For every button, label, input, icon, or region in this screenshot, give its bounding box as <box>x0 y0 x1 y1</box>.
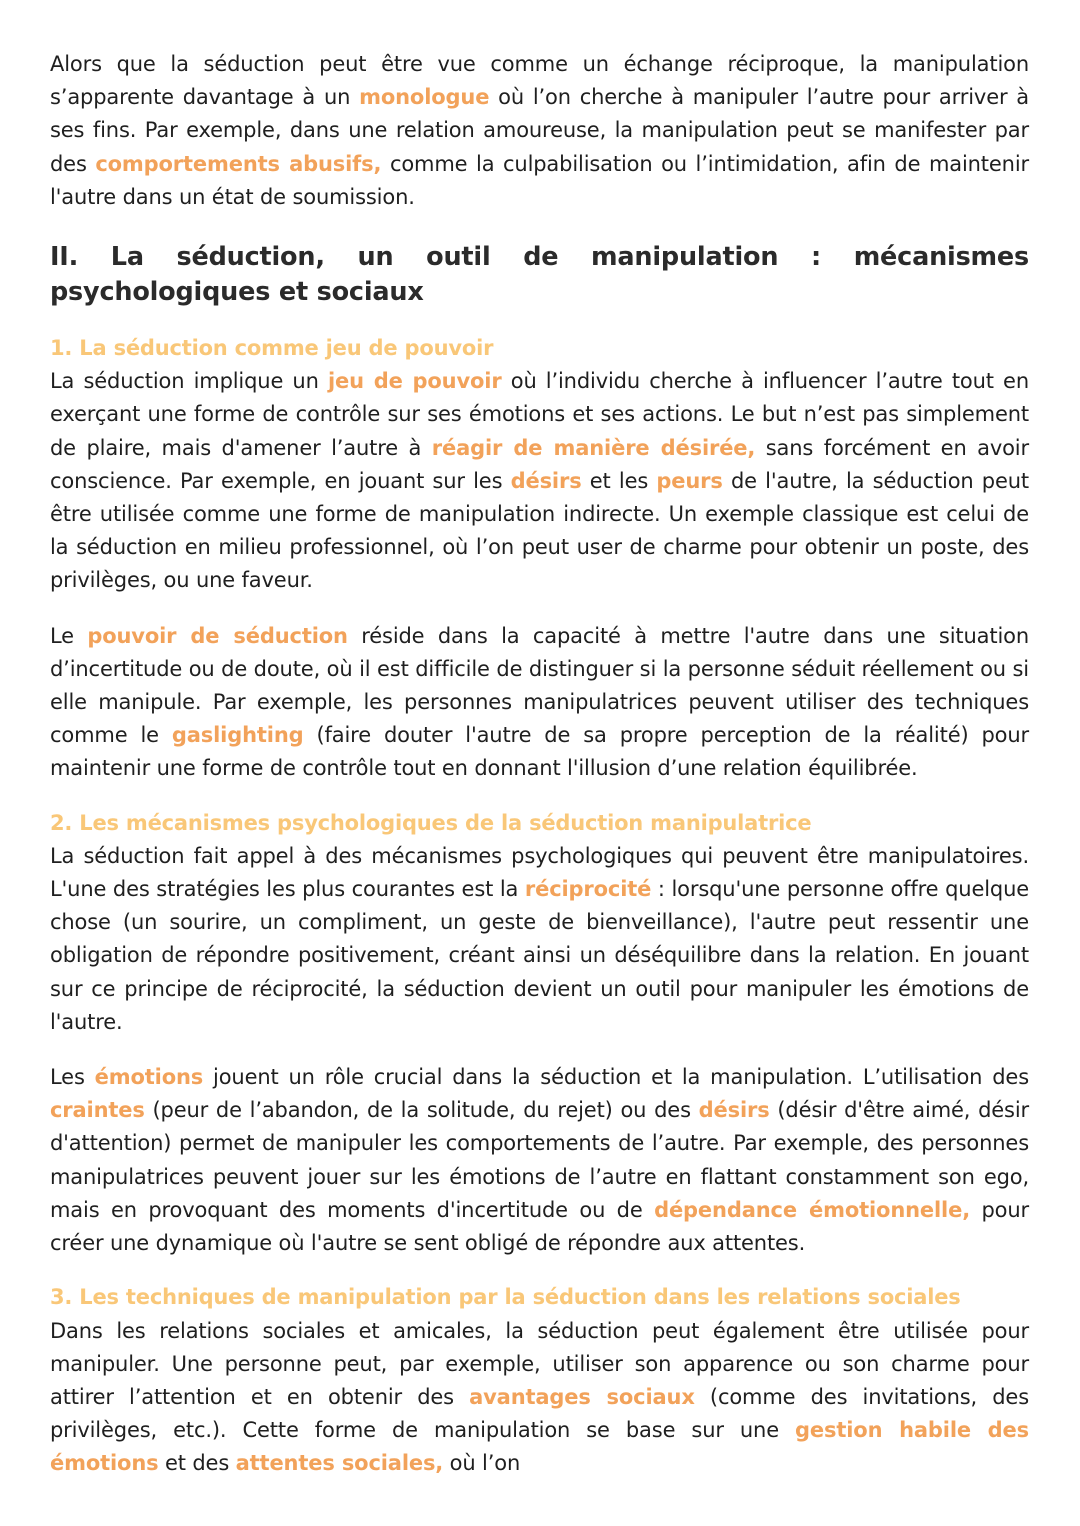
highlight-term: craintes <box>50 1098 145 1123</box>
text: Alors que la séduction peut être vue comme un échange réciproque, la manipulation s’apparente davantage à un <box>50 52 1029 110</box>
highlight-term: monologue <box>359 85 490 110</box>
section-heading: II. La séduction, un outil de manipulation : mécanismes psychologiques et sociaux <box>50 242 1029 308</box>
text: comme la culpabilisation ou l’intimidation, afin de maintenir l'autre dans un état de soumission. <box>50 151 1029 209</box>
text: (désir d'être aimé, désir d'attention) permet de manipuler les comportements de l’autre. Par exemple, des personnes manipulatrices peuvent jouer sur les émotions de l’autre en flattant constamment son ego, mais en provoquant des moments d'incertitude ou de <box>50 1098 1029 1222</box>
text: réside dans la capacité à mettre l'autre dans une situation d’incertitude ou de doute, où il est difficile de distinguer si la personne séduit réellement ou si elle manipule. Par exemple, les personnes manipulatrices peuvent utiliser des techniques comme le <box>50 623 1029 748</box>
highlight-term: gestion habile des émotions <box>50 1418 1029 1476</box>
text: où l’individu cherche à influencer l’autre tout en exerçant une forme de contrôle sur ses émotions et ses actions. Le but n’est pas simplement de plaire, mais d'amener l’autre à <box>50 369 1029 460</box>
text: Les <box>50 1065 95 1090</box>
highlight-term: comportements abusifs, <box>95 151 382 176</box>
highlight-term: dépendance émotionnelle, <box>654 1197 971 1222</box>
subsection-heading-2: 2. Les mécanismes psychologiques de la séduction manipulatrice <box>50 810 812 835</box>
highlight-term: désirs <box>510 468 582 493</box>
text: sans forcément en avoir conscience. Par exemple, en jouant sur les <box>50 435 1029 493</box>
highlight-term: réciprocité <box>524 877 652 902</box>
paragraph-power-game <box>50 365 1029 597</box>
paragraph-social-relations <box>50 1315 1029 1481</box>
highlight-term: réagir de manière désirée, <box>431 435 756 460</box>
highlight-term: pouvoir de séduction <box>87 623 348 648</box>
highlight-term: peurs <box>656 468 723 493</box>
text: pour créer une dynamique où l'autre se sent obligé de répondre aux attentes. <box>50 1197 1029 1256</box>
text: : lorsqu'une personne offre quelque chose (un sourire, un compliment, un geste de bienveillance), l'autre peut ressentir une obligation de répondre positivement, créant ainsi un déséquilibre dans la relation. En jouant sur ce principe de réciprocité, la séduction devient un outil pour manipuler les émotions de l'autre. <box>50 877 1030 1034</box>
text: de l'autre, la séduction peut être utilisée comme une forme de manipulation indirecte. Un exemple classique est celui de la séduction en milieu professionnel, où l’on peut user de charme pour obtenir un poste, des privilèges, ou une faveur. <box>50 468 1030 593</box>
text: La séduction fait appel à des mécanismes psychologiques qui peuvent être manipulatoires. L'une des stratégies les plus courantes est la <box>50 843 1029 902</box>
text: où l’on <box>443 1451 521 1476</box>
highlight-term: avantages sociaux <box>469 1384 695 1409</box>
text: Dans les relations sociales et amicales, la séduction peut également être utilisée pour manipuler. Une personne peut, par exemple, utiliser son apparence ou son charme pour attirer l’attention et en obtenir des <box>50 1318 1029 1409</box>
highlight-term: désirs <box>698 1098 770 1123</box>
subsection-heading-3: 3. Les techniques de manipulation par la séduction dans les relations sociales <box>50 1285 961 1310</box>
text: et les <box>581 468 657 493</box>
text: Le <box>50 623 88 648</box>
text: (faire douter l'autre de sa propre perception de la réalité) pour maintenir une forme de contrôle tout en donnant l'illusion d’une relation équilibrée. <box>50 723 1029 781</box>
text: où l’on cherche à manipuler l’autre pour arriver à ses fins. Par exemple, dans une relation amoureuse, la manipulation peut se manifester par des <box>50 85 1029 176</box>
subsection-heading-1: 1. La séduction comme jeu de pouvoir <box>50 336 494 361</box>
paragraph-reciprocity <box>50 840 1029 1039</box>
highlight-term: attentes sociales, <box>235 1451 444 1476</box>
text: jouent un rôle crucial dans la séduction et la manipulation. L’utilisation des <box>203 1065 1029 1090</box>
highlight-term: jeu de pouvoir <box>327 369 502 394</box>
text: (comme des invitations, des privilèges, etc.). Cette forme de manipulation se base sur une <box>50 1384 1029 1443</box>
text: La séduction implique un <box>50 369 328 394</box>
highlight-term: gaslighting <box>171 723 304 748</box>
text: et des <box>158 1451 236 1476</box>
text: (peur de l’abandon, de la solitude, du rejet) ou des <box>144 1098 699 1123</box>
highlight-term: émotions <box>94 1065 204 1090</box>
paragraph-emotions <box>50 1061 1029 1260</box>
document-content <box>50 48 1029 1481</box>
paragraph-seduction-vs-manipulation <box>50 48 1029 214</box>
paragraph-seduction-power <box>50 620 1029 786</box>
